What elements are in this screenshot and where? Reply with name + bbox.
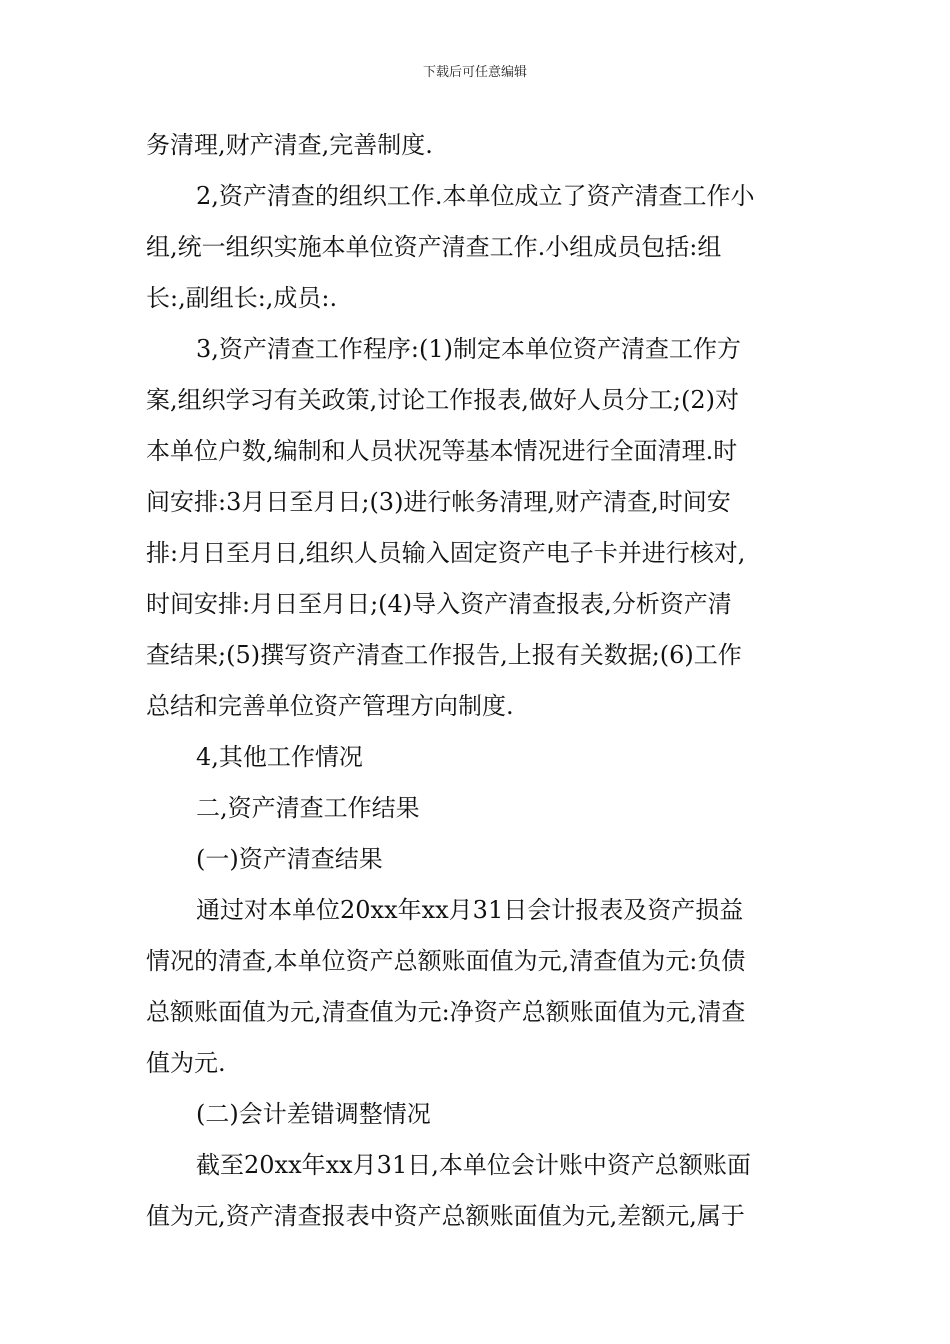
text-line-9: 排:月日至月日,组织人员输入固定资产电子卡并进行核对, <box>146 539 746 567</box>
text-line-4: 长:,副组长:,成员:. <box>146 284 338 312</box>
text-line-7: 本单位户数,编制和人员状况等基本情况进行全面清理.时 <box>146 437 738 465</box>
text-line-2: 2,资产清查的组织工作.本单位成立了资产清查工作小 <box>196 182 755 210</box>
text-line-19: 值为元. <box>146 1049 226 1077</box>
text-line-21: 截至20xx年xx月31日,本单位会计账中资产总额账面 <box>196 1151 751 1179</box>
text-line-13: 4,其他工作情况 <box>196 743 363 771</box>
text-line-5: 3,资产清查工作程序:(1)制定本单位资产清查工作方 <box>196 335 741 363</box>
text-line-12: 总结和完善单位资产管理方向制度. <box>146 692 514 720</box>
text-line-17: 情况的清查,本单位资产总额账面值为元,清查值为元:负债 <box>146 947 746 975</box>
text-line-3: 组,统一组织实施本单位资产清查工作.小组成员包括:组 <box>146 233 722 261</box>
text-line-22: 值为元,资产清查报表中资产总额账面值为元,差额元,属于 <box>146 1202 745 1230</box>
text-line-16: 通过对本单位20xx年xx月31日会计报表及资产损益 <box>196 896 744 924</box>
text-line-11: 查结果;(5)撰写资产清查工作报告,上报有关数据;(6)工作 <box>146 641 742 669</box>
text-line-18: 总额账面值为元,清查值为元:净资产总额账面值为元,清查 <box>146 998 746 1026</box>
text-line-10: 时间安排:月日至月日;(4)导入资产清查报表,分析资产清 <box>146 590 732 618</box>
text-line-8: 间安排:3月日至月日;(3)进行帐务清理,财产清查,时间安 <box>146 488 731 516</box>
page-header-note: 下载后可任意编辑 <box>422 65 527 80</box>
text-line-6: 案,组织学习有关政策,讨论工作报表,做好人员分工;(2)对 <box>146 386 739 414</box>
subsection-heading-2: (二)会计差错调整情况 <box>196 1100 431 1128</box>
subsection-heading-1: (一)资产清查结果 <box>196 845 383 873</box>
document-body <box>146 126 810 1248</box>
text-line-1: 务清理,财产清查,完善制度. <box>146 131 433 159</box>
section-heading: 二,资产清查工作结果 <box>196 794 420 822</box>
